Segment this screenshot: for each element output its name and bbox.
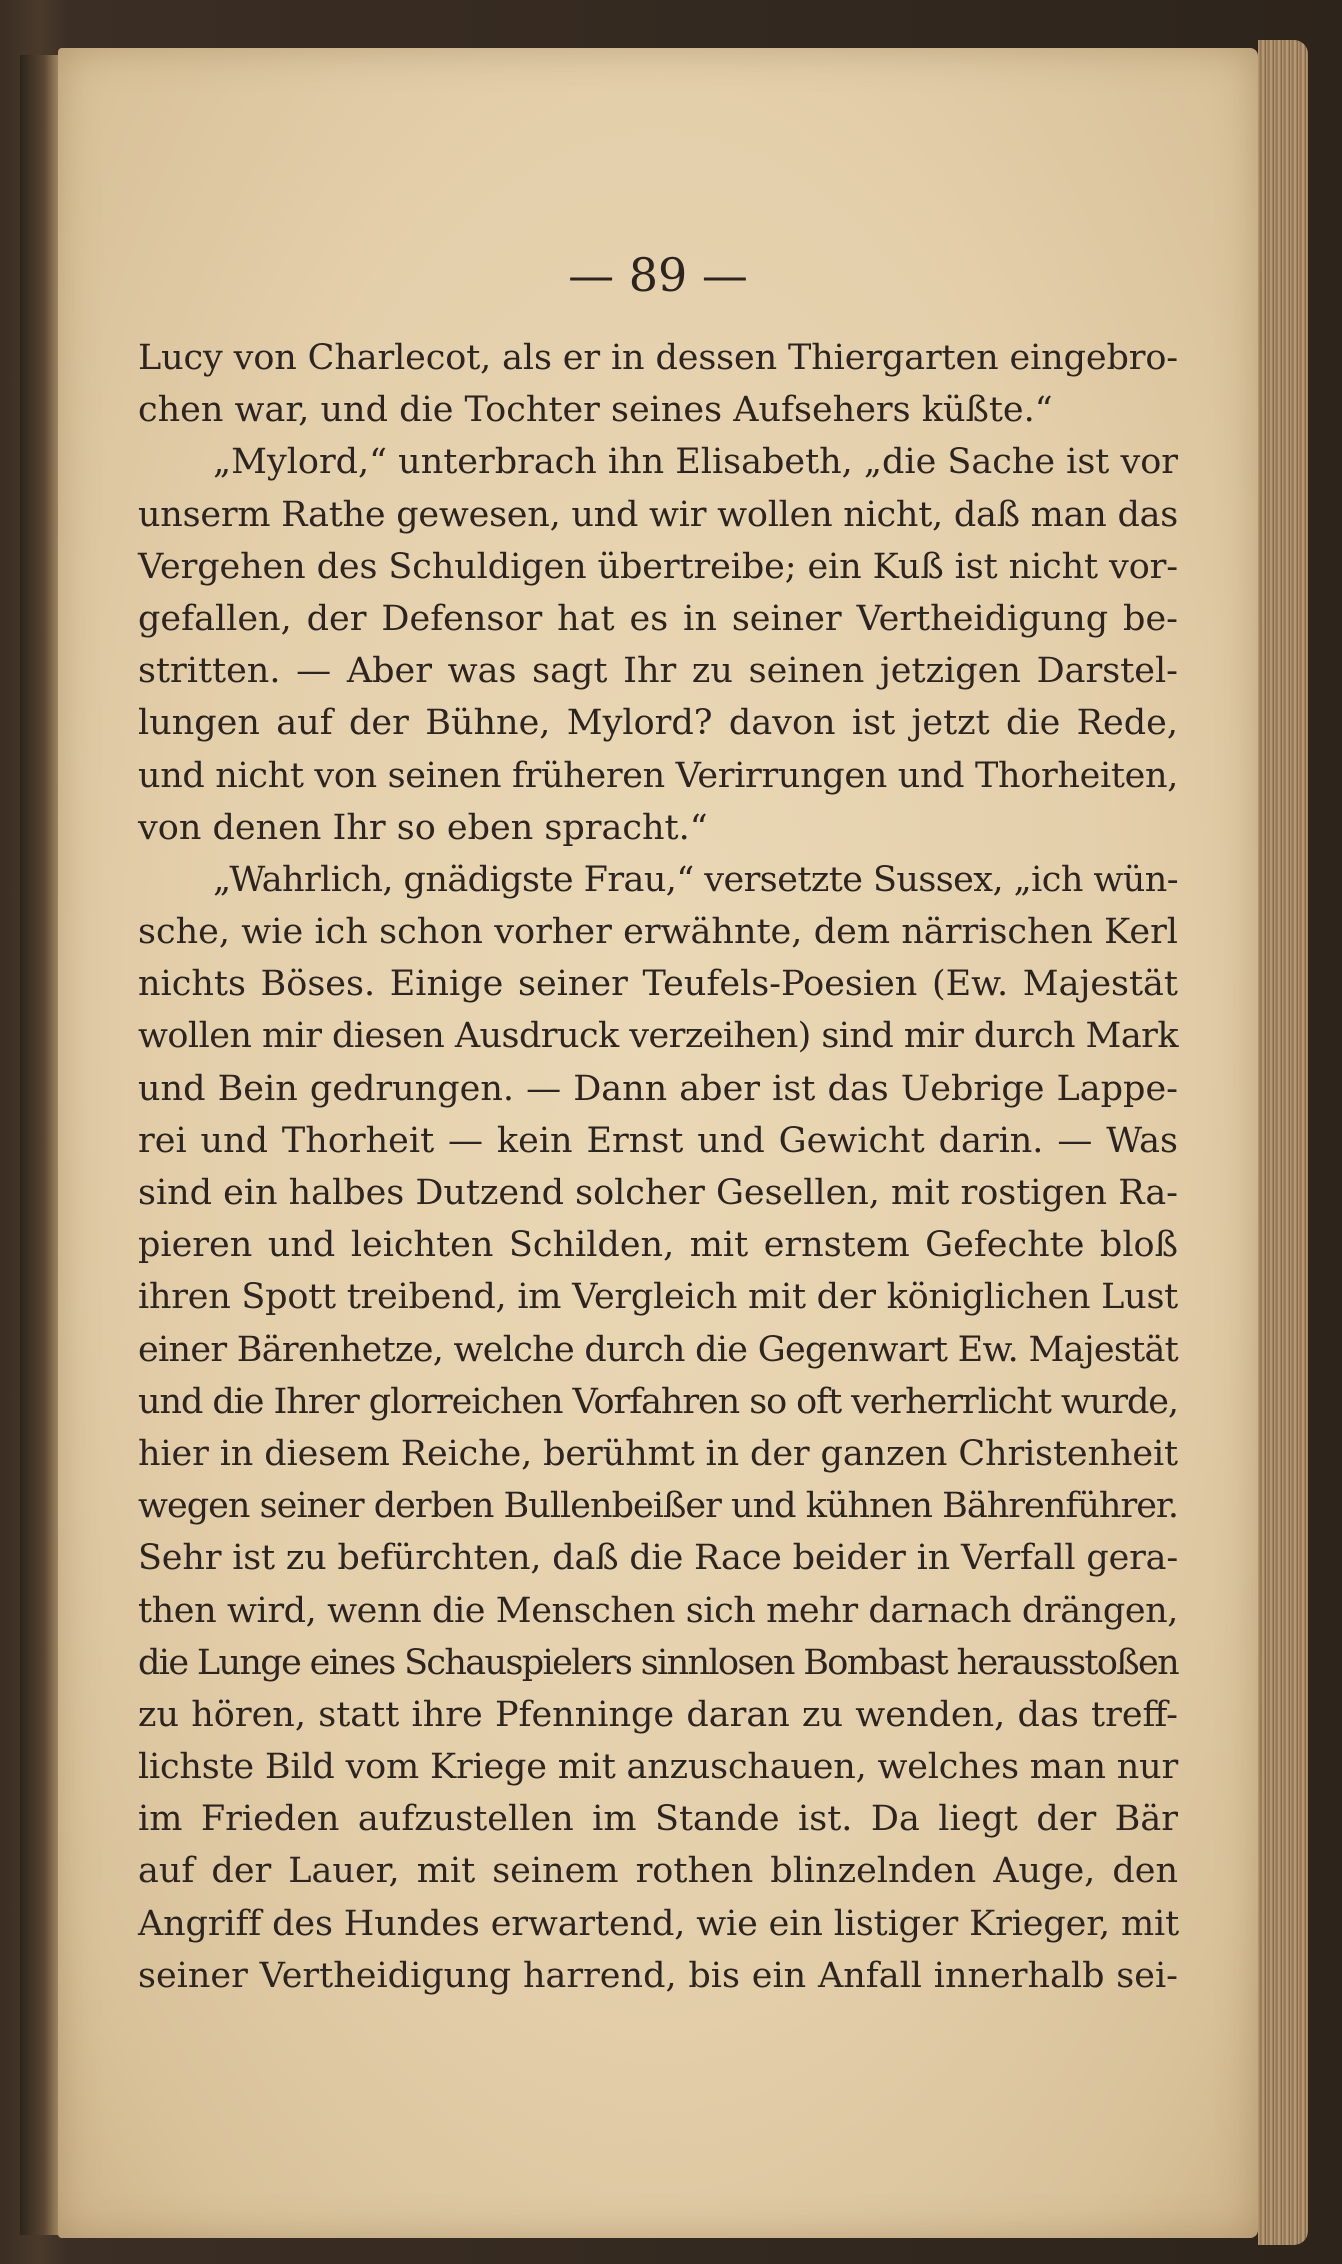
text-line: im Frieden aufzustellen im Stande ist. Da liegt der Bär xyxy=(138,1799,1178,1840)
text-line: und die Ihrer glorreichen Vorfahren so oft verherrlicht wurde, xyxy=(138,1381,1178,1422)
text-line: Lucy von Charlecot, als er in dessen Thiergarten eingebro- xyxy=(138,338,1178,378)
text-line: „Wahrlich, gnädigste Frau,“ versetzte Sussex, „ich wün- xyxy=(213,859,1178,900)
text-line: sind ein halbes Dutzend solcher Gesellen, mit rostigen Ra- xyxy=(138,1173,1178,1213)
text-line: wegen seiner derben Bullenbeißer und kühnen Bährenführer. xyxy=(138,1486,1178,1527)
text-line: zu hören, statt ihre Pfenninge daran zu wenden, das treff- xyxy=(138,1694,1178,1735)
text-line: die Lunge eines Schauspielers sinnlosen Bombast herausstoßen xyxy=(138,1642,1179,1683)
text-line: und nicht von seinen früheren Verirrungen und Thorheiten, xyxy=(138,755,1178,796)
text-line: nichts Böses. Einige seiner Teufels-Poesien (Ew. Majestät xyxy=(138,964,1178,1005)
page-stack-edge xyxy=(1258,40,1308,2245)
text-line: auf der Lauer, mit seinem rothen blinzelnden Auge, den xyxy=(138,1851,1178,1892)
page-number-header: — 89 — xyxy=(568,248,748,302)
text-line: „Mylord,“ unterbrach ihn Elisabeth, „die Sache ist vor xyxy=(213,442,1178,483)
text-line: Sehr ist zu befürchten, daß die Race beider in Verfall gera- xyxy=(138,1538,1179,1579)
text-line: gefallen, der Defensor hat es in seiner Vertheidigung be- xyxy=(138,598,1178,639)
text-line: seiner Vertheidigung harrend, bis ein Anfall innerhalb sei- xyxy=(138,1955,1178,1996)
text-line: stritten. — Aber was sagt Ihr zu seinen jetzigen Darstel- xyxy=(138,651,1178,692)
text-line: lichste Bild vom Kriege mit anzuschauen, welches man nur xyxy=(138,1747,1179,1788)
text-line: chen war, und die Tochter seines Aufsehers küßte.“ xyxy=(138,390,1053,431)
text-line: rei und Thorheit — kein Ernst und Gewicht darin. — Was xyxy=(138,1120,1178,1161)
text-line: Angriff des Hundes erwartend, wie ein listiger Krieger, mit xyxy=(138,1903,1180,1944)
text-line: hier in diesem Reiche, berühmt in der ganzen Christenheit xyxy=(138,1433,1178,1474)
book-page xyxy=(58,48,1258,2238)
text-line: lungen auf der Bühne, Mylord? davon ist jetzt die Rede, xyxy=(138,703,1178,744)
text-line: einer Bärenhetze, welche durch die Gegenwart Ew. Majestät xyxy=(138,1329,1178,1370)
page-body-text xyxy=(138,332,1178,2002)
text-line: wollen mir diesen Ausdruck verzeihen) sind mir durch Mark xyxy=(138,1016,1178,1057)
text-line: sche, wie ich schon vorher erwähnte, dem närrischen Kerl xyxy=(138,912,1178,953)
text-line: und Bein gedrungen. — Dann aber ist das Uebrige Lappe- xyxy=(138,1068,1178,1109)
text-line: von denen Ihr so eben spracht.“ xyxy=(138,807,708,848)
text-line: unserm Rathe gewesen, und wir wollen nicht, daß man das xyxy=(138,494,1179,535)
book-binding-edge xyxy=(20,55,60,2235)
text-line: then wird, wenn die Menschen sich mehr darnach drängen, xyxy=(138,1590,1178,1631)
text-line: ihren Spott treibend, im Vergleich mit der königlichen Lust xyxy=(138,1277,1179,1318)
text-line: Vergehen des Schuldigen übertreibe; ein Kuß ist nicht vor- xyxy=(138,546,1179,587)
text-line: pieren und leichten Schilden, mit ernstem Gefechte bloß xyxy=(138,1225,1178,1266)
